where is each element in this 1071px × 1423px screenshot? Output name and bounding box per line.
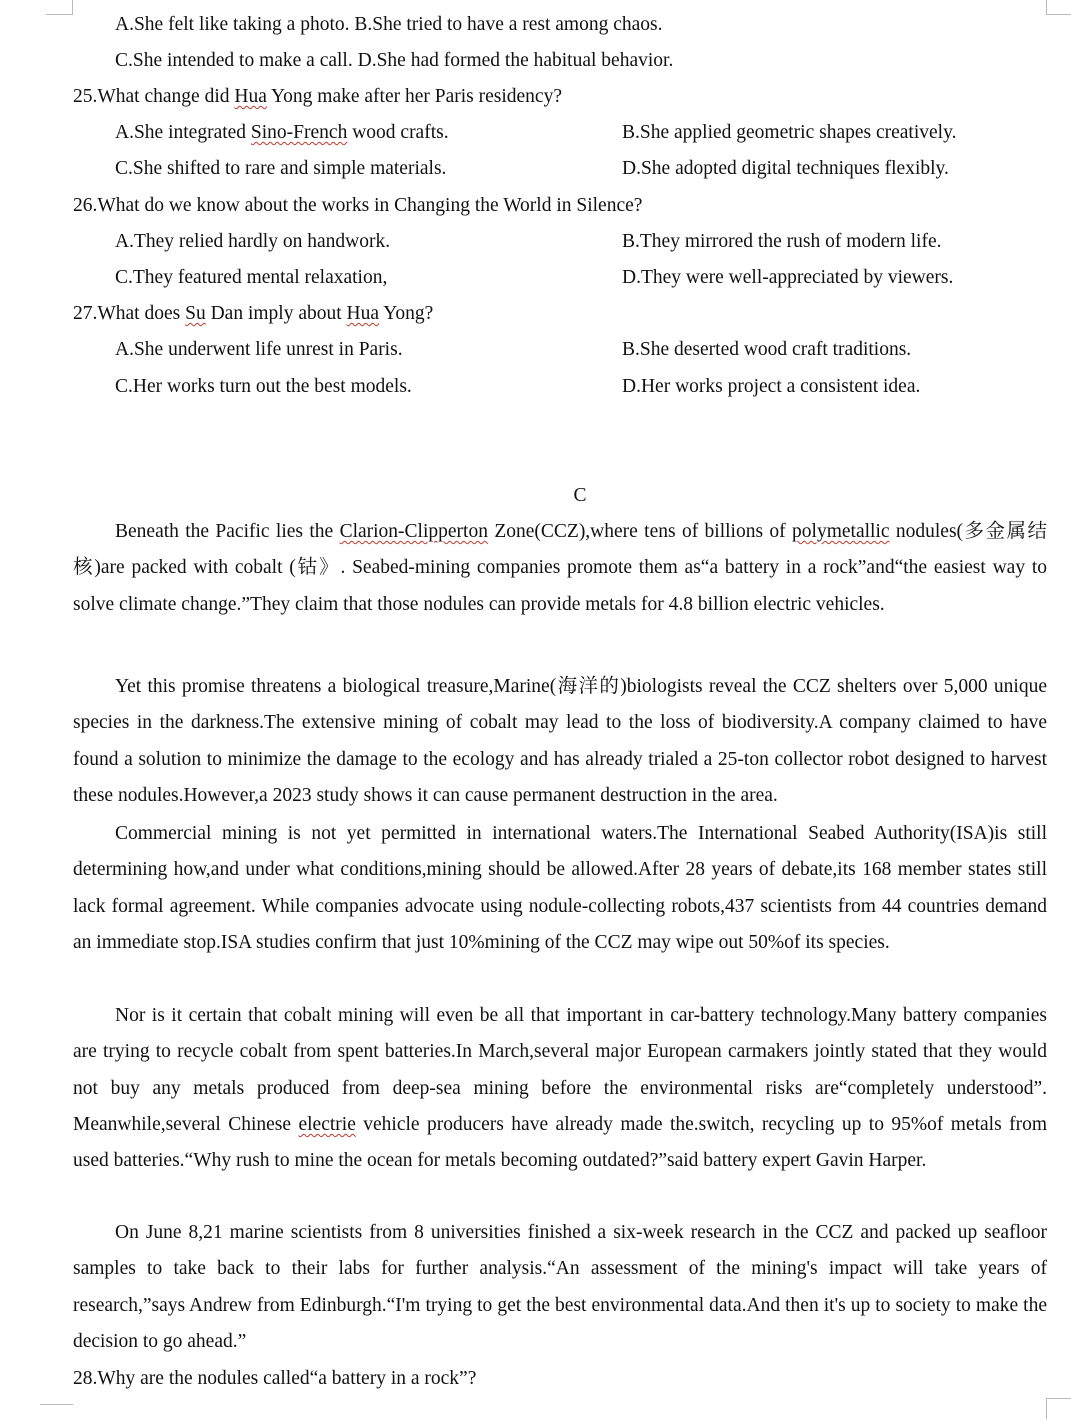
page-corner-mark-bottom-right [1046, 1398, 1071, 1419]
q24-option-a: A.She felt like taking a photo. [115, 14, 350, 35]
page-corner-mark-top-right [1046, 0, 1071, 15]
q26-option-d: D.They were well-appreciated by viewers. [622, 267, 954, 288]
p4-text-end: vehicle producers have already made the.switch, recycling up to 95%of metals from used batteries.“Why rush to mine the ocean for metals becoming outdated?”said battery expert Gavin Harper. [73, 1113, 1047, 1172]
q25-name-wavy: Hua [234, 86, 267, 107]
passage-paragraph-2: Yet this promise threatens a biological treasure,Marine(海洋的)biologists reveal the CCZ shelters over 5,000 unique species in the darkness.The extensive mining of cobalt may lead to the loss of biodiversity.A company claimed to have found a solution to minimize the damage to the ecology and has already trialed a 25-ton collector robot designed to harvest these nodules.However,a 2023 study shows it can cause permanent destruction in the area. [73, 676, 1047, 806]
q27-question [73, 302, 433, 326]
q25-option-d: D.She adopted digital techniques flexibly. [622, 158, 949, 179]
passage-paragraph-3: Commercial mining is not yet permitted in international waters.The International Seabed Authority(ISA)is still determining how,and under what conditions,mining should be allowed.After 28 years of debate,its 168 member states still lack formal agreement. While companies advocate using nodule-collecting robots,437 scientists from 44 countries demand an immediate stop.ISA studies confirm that just 10%mining of the CCZ may wipe out 50%of its species. [73, 823, 1047, 953]
q27-question-end: Yong? [379, 303, 434, 324]
q25-option-a-end: wood crafts. [347, 122, 449, 143]
p1-ccz-wavy: Clarion-Clipperton [339, 521, 488, 542]
passage-paragraph-1 [73, 514, 1047, 623]
q24-option-c: C.She intended to make a call. [115, 50, 353, 71]
q27-option-c: C.Her works turn out the best models. [115, 376, 412, 397]
section-c-title: C [573, 485, 587, 506]
q25-option-a-wavy: Sino-French [250, 122, 348, 143]
q25-option-a [115, 121, 449, 145]
p1-text-start: Beneath the Pacific lies the [115, 521, 340, 542]
p4-electrie-wavy: electrie [298, 1113, 356, 1135]
passage-paragraph-4 [73, 998, 1047, 1179]
q27-option-d: D.Her works project a consistent idea. [622, 376, 921, 397]
q27-name-hua-wavy: Hua [346, 303, 380, 324]
q27-question-middle: Dan imply about [205, 303, 347, 324]
page-corner-mark-top-left [46, 0, 73, 15]
q25-option-b: B.She applied geometric shapes creatively. [622, 122, 957, 143]
q25-question-start: 25.What change did [73, 86, 235, 107]
q26-question: 26.What do we know about the works in Changing the World in Silence? [73, 195, 643, 216]
q27-option-b: B.She deserted wood craft traditions. [622, 339, 912, 360]
q24-option-b: B.She tried to have a rest among chaos. [354, 14, 663, 35]
q28-question: 28.Why are the nodules called“a battery in a rock”? [73, 1368, 477, 1389]
p1-text-end: nodules(多金属结核)are packed with cobalt (钴》. Seabed-mining companies promote them as“a battery in a rock”and“the easiest way to solve climate change.”They claim that those nodules can provide metals for 4.8 billion electric vehicles. [73, 521, 1047, 615]
p1-text-middle: Zone(CCZ),where tens of billions of [487, 521, 793, 542]
q26-option-b: B.They mirrored the rush of modern life. [622, 231, 942, 252]
q27-name-su-wavy: Su [185, 303, 206, 324]
q24-options-ab [115, 13, 663, 37]
q24-option-d: D.She had formed the habitual behavior. [357, 50, 674, 71]
q26-option-c: C.They featured mental relaxation, [115, 267, 388, 288]
q26-option-a: A.They relied hardly on handwork. [115, 231, 391, 252]
q25-question-end: Yong make after her Paris residency? [266, 86, 562, 107]
p4-text-start: Nor is it certain that cobalt mining will even be all that important in car-battery technology.Many battery companies are trying to recycle cobalt from spent batteries.In March,several major European carmakers jointly stated that they would not buy any metals produced from deep-sea mining before the environmental risks are“completely understood”. Meanwhile,several Chinese [73, 1005, 1047, 1135]
passage-paragraph-5: On June 8,21 marine scientists from 8 universities finished a six-week research in the CCZ and packed up seafloor samples to take back to their labs for further analysis.“An assessment of the mining's impact will take years of research,”says Andrew from Edinburgh.“I'm trying to get the best environmental data.And then it's up to society to make the decision to go ahead.” [73, 1222, 1047, 1352]
page-corner-mark-bottom-left [40, 1404, 73, 1423]
q25-question [73, 85, 562, 109]
q25-option-c: C.She shifted to rare and simple materials. [115, 158, 447, 179]
q27-question-start: 27.What does [73, 303, 186, 324]
q27-option-a: A.She underwent life unrest in Paris. [115, 339, 403, 360]
q25-option-a-start: A.She integrated [115, 122, 251, 143]
p1-polymetallic-wavy: polymetallic [792, 521, 890, 542]
q24-options-cd [115, 49, 673, 73]
